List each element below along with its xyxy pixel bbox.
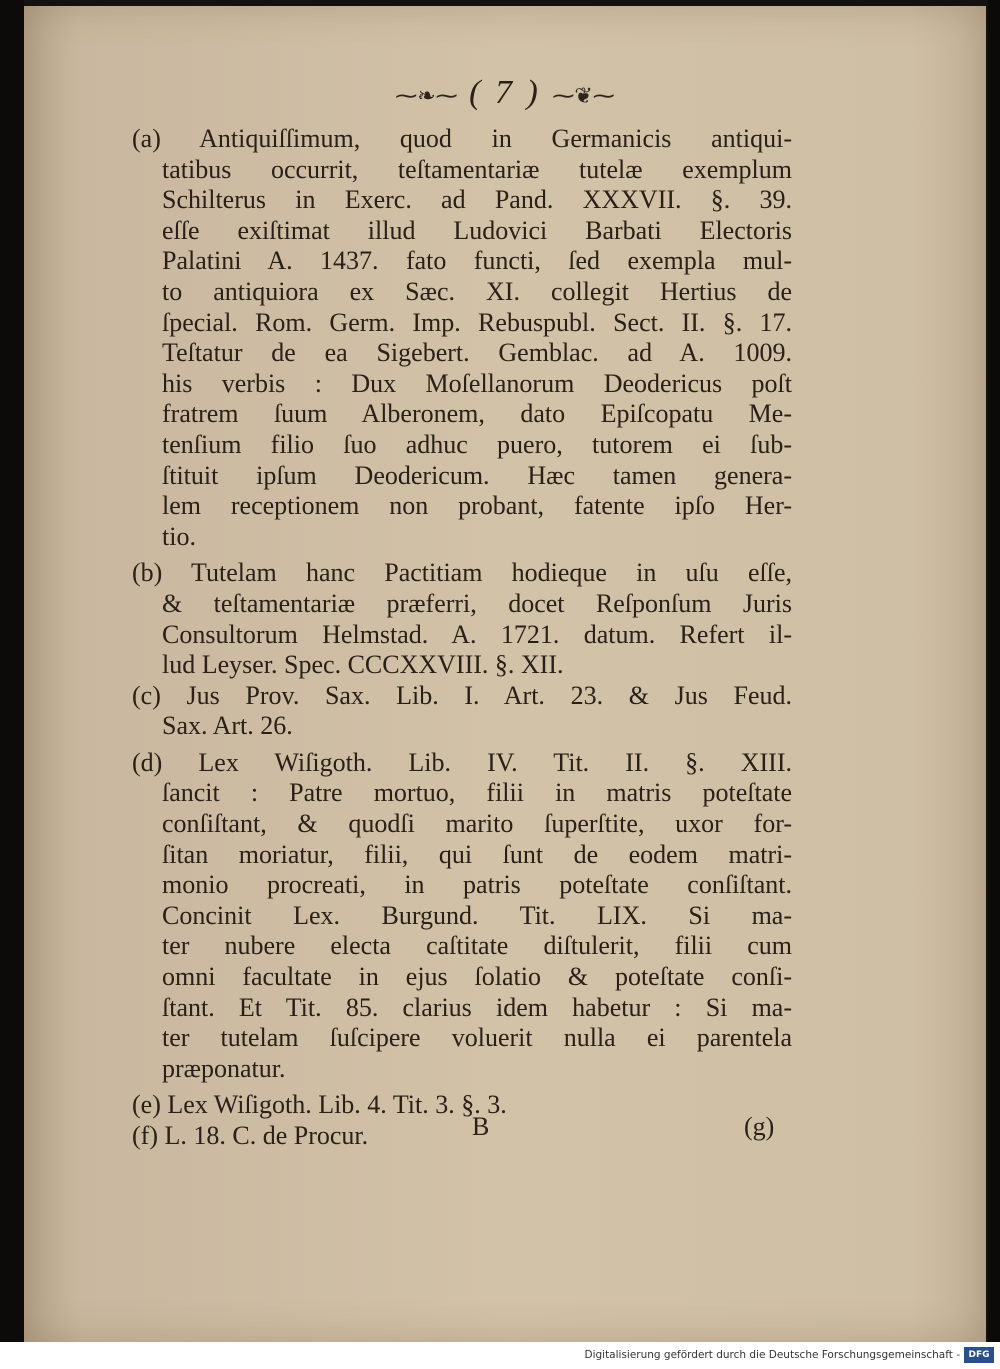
text-line: Concinit Lex. Burgund. Tit. LIX. Si ma- [162, 900, 792, 930]
dfg-logo-icon: DFG [964, 1347, 994, 1363]
ornament-right-icon: ⁓❦⁓ [552, 83, 615, 108]
book-page [24, 6, 986, 1342]
text-line: monio procreati, in patris poteſtate conſiſtant. [162, 870, 792, 900]
text-line: Consultorum Helmstad. A. 1721. datum. Refert il- [162, 619, 792, 649]
text-line: ter tutelam ſuſcipere voluerit nulla ei parentela [162, 1023, 792, 1053]
text-line: (a) Antiquiſſimum, quod in Germanicis antiqui- [132, 124, 792, 153]
text-line: to antiquiora ex Sæc. XI. collegit Hertius de [162, 276, 792, 306]
text-line: ſtituit ipſum Deodericum. Hæc tamen genera- [162, 460, 792, 490]
page-header [24, 74, 986, 112]
text-line: eſſe exiſtimat illud Ludovici Barbati Electoris [162, 215, 792, 245]
text-line: (b) Tutelam hanc Pactitiam hodieque in uſu eſſe, [132, 558, 792, 588]
page-number: ( 7 ) [469, 74, 541, 111]
text-line: lem receptionem non probant, fatente ipſo Her- [162, 491, 792, 521]
ornament-left-icon: ⁓❧⁓ [395, 83, 458, 108]
text-line: ſtant. Et Tit. 85. clarius idem habetur : Si ma- [162, 992, 792, 1022]
text-line: conſiſtant, & quodſi marito ſuperſtite, uxor for- [162, 809, 792, 839]
text-line: Palatini A. 1437. fato functi, ſed exempla mul- [162, 246, 792, 276]
text-line: præponatur. [162, 1053, 286, 1083]
text-line: (c) Jus Prov. Sax. Lib. I. Art. 23. & Jus Feud. [132, 680, 792, 710]
text-line: tio. [162, 521, 196, 551]
text-line: his verbis : Dux Moſellanorum Deodericus poſt [162, 368, 792, 398]
text-line: fratrem ſuum Alberonem, dato Epiſcopatu Me- [162, 399, 792, 429]
text-line: omni facultate in ejus ſolatio & poteſtate conſi- [162, 962, 792, 992]
signature-mark: B [472, 1112, 490, 1141]
text-line: (e) Lex Wiſigoth. Lib. 4. Tit. 3. §. 3. [132, 1090, 507, 1120]
footer-credit: Digitalisierung gefördert durch die Deutsche Forschungsgemeinschaft - [584, 1349, 960, 1361]
footer-bar [0, 1342, 1000, 1369]
text-line: ſancit : Patre mortuo, filii in matris poteſtate [162, 778, 792, 808]
text-line: ſitan moriatur, filii, qui ſunt de eodem matri- [162, 839, 792, 869]
text-line: tenſium filio ſuo adhuc puero, tutorem ei ſub- [162, 429, 792, 459]
text-line: Teſtatur de ea Sigebert. Gemblac. ad A. 1009. [162, 338, 792, 368]
text-line: Sax. Art. 26. [162, 711, 293, 741]
text-line: (d) Lex Wiſigoth. Lib. IV. Tit. II. §. XIII. [132, 747, 792, 777]
catchword: (g) [744, 1112, 775, 1141]
footnotes-body [132, 124, 792, 1152]
scan-border-left [0, 0, 24, 1369]
text-line: ſpecial. Rom. Germ. Imp. Rebuspubl. Sect. II. §. 17. [162, 307, 792, 337]
scan-border-right [988, 0, 1000, 1369]
text-line: lud Leyser. Spec. CCCXXVIII. §. XII. [162, 650, 564, 680]
text-line: ter nubere electa caſtitate diſtulerit, filii cum [162, 931, 792, 961]
text-line: Schilterus in Exerc. ad Pand. XXXVII. §. 39. [162, 185, 792, 215]
text-line: tatibus occurrit, teſtamentariæ tutelæ exemplum [162, 154, 792, 184]
text-line: (f) L. 18. C. de Procur. [132, 1121, 369, 1150]
text-line: & teſtamentariæ præferri, docet Reſponſum Juris [162, 588, 792, 618]
